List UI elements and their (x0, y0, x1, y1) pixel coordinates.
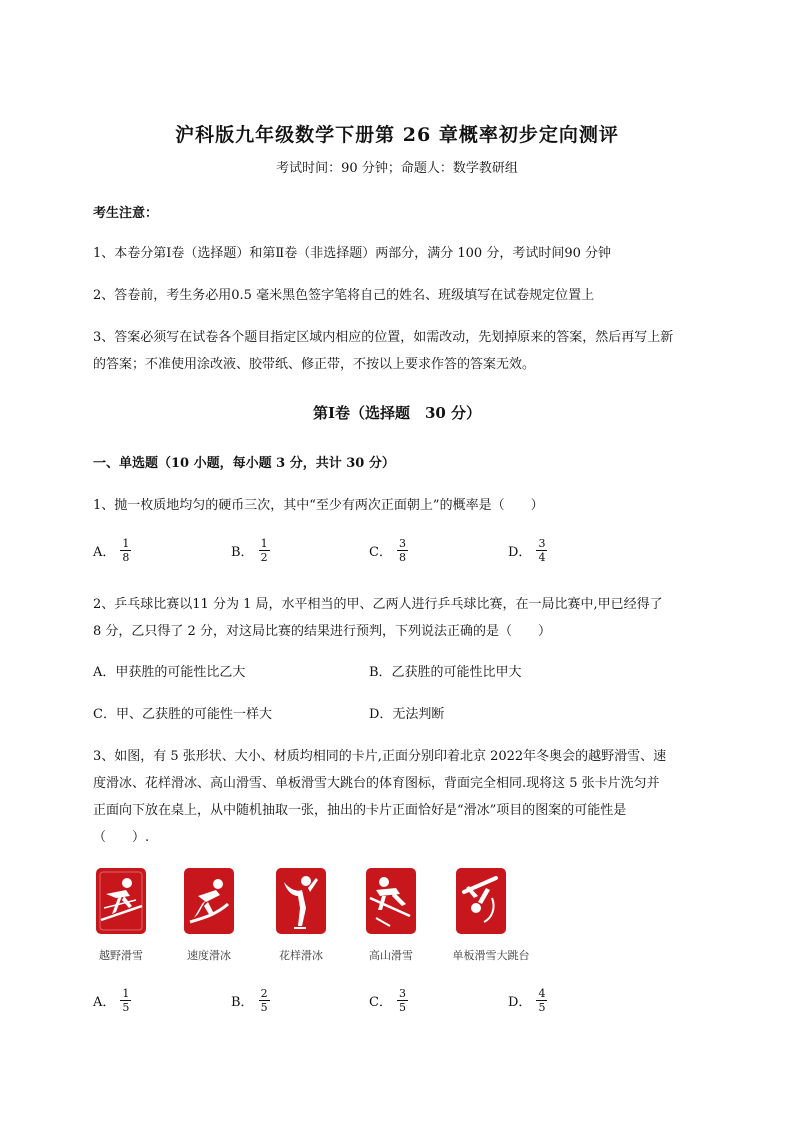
option-label: A． (93, 995, 116, 1010)
fraction (536, 537, 547, 564)
numerator: 3 (398, 987, 406, 1000)
section-title: 第Ⅰ卷（选择题 30 分） (312, 404, 482, 422)
numerator: 1 (122, 537, 130, 550)
numerator: 2 (260, 987, 268, 1000)
exam-subtitle: 考试时间：90 分钟；命题人：数学教研组 (276, 161, 518, 176)
option-label: B． (231, 545, 254, 560)
q2-option-d[interactable]: D．无法判断 (369, 707, 445, 722)
q3-stem-line-3: 正面向下放在桌上，从中随机抽取一张，抽出的卡片正面恰好是“滑冰”项目的图案的可能性是 (93, 803, 627, 818)
denominator: 5 (260, 1001, 268, 1014)
q2-option-c[interactable]: C．甲、乙获胜的可能性一样大 (93, 707, 272, 722)
q2-option-a[interactable]: A．甲获胜的可能性比乙大 (93, 665, 246, 680)
option-label: D． (508, 995, 532, 1010)
fraction (397, 987, 408, 1014)
card-caption-figure-skating: 花样滑冰 (279, 949, 323, 962)
denominator: 8 (122, 551, 130, 564)
fraction (120, 987, 131, 1014)
part-heading: 一、单选题（10 小题，每小题 3 分，共计 30 分） (93, 456, 395, 471)
option-label: B． (231, 995, 254, 1010)
q3-option-c[interactable] (369, 987, 408, 1014)
numerator: 1 (122, 987, 130, 1000)
q2-option-b[interactable]: B．乙获胜的可能性比甲大 (369, 665, 522, 680)
figure-skating-icon (276, 868, 326, 934)
card-caption-cross-country: 越野滑雪 (99, 949, 143, 962)
q3-stem-line-2: 度滑冰、花样滑冰、高山滑雪、单板滑雪大跳台的体育图标，背面完全相同.现将这 5 张卡片洗匀并 (93, 776, 660, 791)
q2-stem-line-2: 8 分，乙只得了 2 分，对这局比赛的结果进行预判，下列说法正确的是（ ） (93, 624, 551, 639)
denominator: 2 (260, 551, 268, 564)
alpine-skiing-icon (366, 868, 416, 934)
fraction (120, 537, 131, 564)
option-label: C． (369, 545, 392, 560)
fraction (259, 537, 270, 564)
notice-item-3-cont: 的答案；不准使用涂改液、胶带纸、修正带，不按以上要求作答的答案无效。 (93, 357, 536, 372)
q3-option-d[interactable] (508, 987, 547, 1014)
cross-country-skiing-icon (96, 868, 146, 934)
q3-stem-line-4: （ ）. (93, 830, 150, 845)
notice-item-1: 1、本卷分第Ⅰ卷（选择题）和第Ⅱ卷（非选择题）两部分，满分 100 分，考试时间90 分钟 (93, 246, 611, 261)
q1-option-c[interactable] (369, 537, 408, 564)
option-label: C． (369, 995, 392, 1010)
q3-stem-line-1: 3、如图，有 5 张形状、大小、材质均相同的卡片,正面分别印着北京 2022年冬奥会的越野滑雪、速 (93, 749, 667, 764)
q1-option-b[interactable] (231, 537, 270, 564)
denominator: 5 (398, 1001, 406, 1014)
exam-title: 沪科版九年级数学下册第 26 章概率初步定向测评 (175, 124, 619, 146)
numerator: 3 (398, 537, 406, 550)
numerator: 1 (260, 537, 268, 550)
numerator: 4 (538, 987, 546, 1000)
notice-item-2: 2、答卷前，考生务必用0.5 毫米黑色签字笔将自己的姓名、班级填写在试卷规定位置上 (93, 288, 595, 303)
fraction (536, 987, 547, 1014)
q2-stem-line-1: 2、乒乓球比赛以11 分为 1 局，水平相当的甲、乙两人进行乒乓球比赛，在一局比赛中,甲已经得了 (93, 597, 663, 612)
q1-stem: 1、抛一枚质地均匀的硬币三次，其中“至少有两次正面朝上”的概率是（ ） (93, 498, 544, 513)
denominator: 5 (538, 1001, 546, 1014)
card-caption-alpine-skiing: 高山滑雪 (369, 949, 413, 962)
q3-option-a[interactable] (93, 987, 131, 1014)
speed-skating-icon (184, 868, 234, 934)
q3-option-b[interactable] (231, 987, 270, 1014)
card-caption-speed-skating: 速度滑冰 (187, 949, 231, 962)
denominator: 5 (122, 1001, 130, 1014)
q1-option-d[interactable] (508, 537, 547, 564)
notice-item-3: 3、答案必须写在试卷各个题目指定区域内相应的位置，如需改动，先划掉原来的答案，然后再写上新 (93, 330, 674, 345)
fraction (397, 537, 408, 564)
option-label: D． (508, 545, 532, 560)
snowboard-big-air-icon (456, 868, 506, 934)
numerator: 3 (538, 537, 546, 550)
option-label: A． (93, 545, 116, 560)
notice-heading: 考生注意： (93, 206, 159, 221)
q1-option-a[interactable] (93, 537, 131, 564)
denominator: 8 (398, 551, 406, 564)
denominator: 4 (538, 551, 546, 564)
card-caption-big-air: 单板滑雪大跳台 (452, 949, 530, 962)
fraction (259, 987, 270, 1014)
